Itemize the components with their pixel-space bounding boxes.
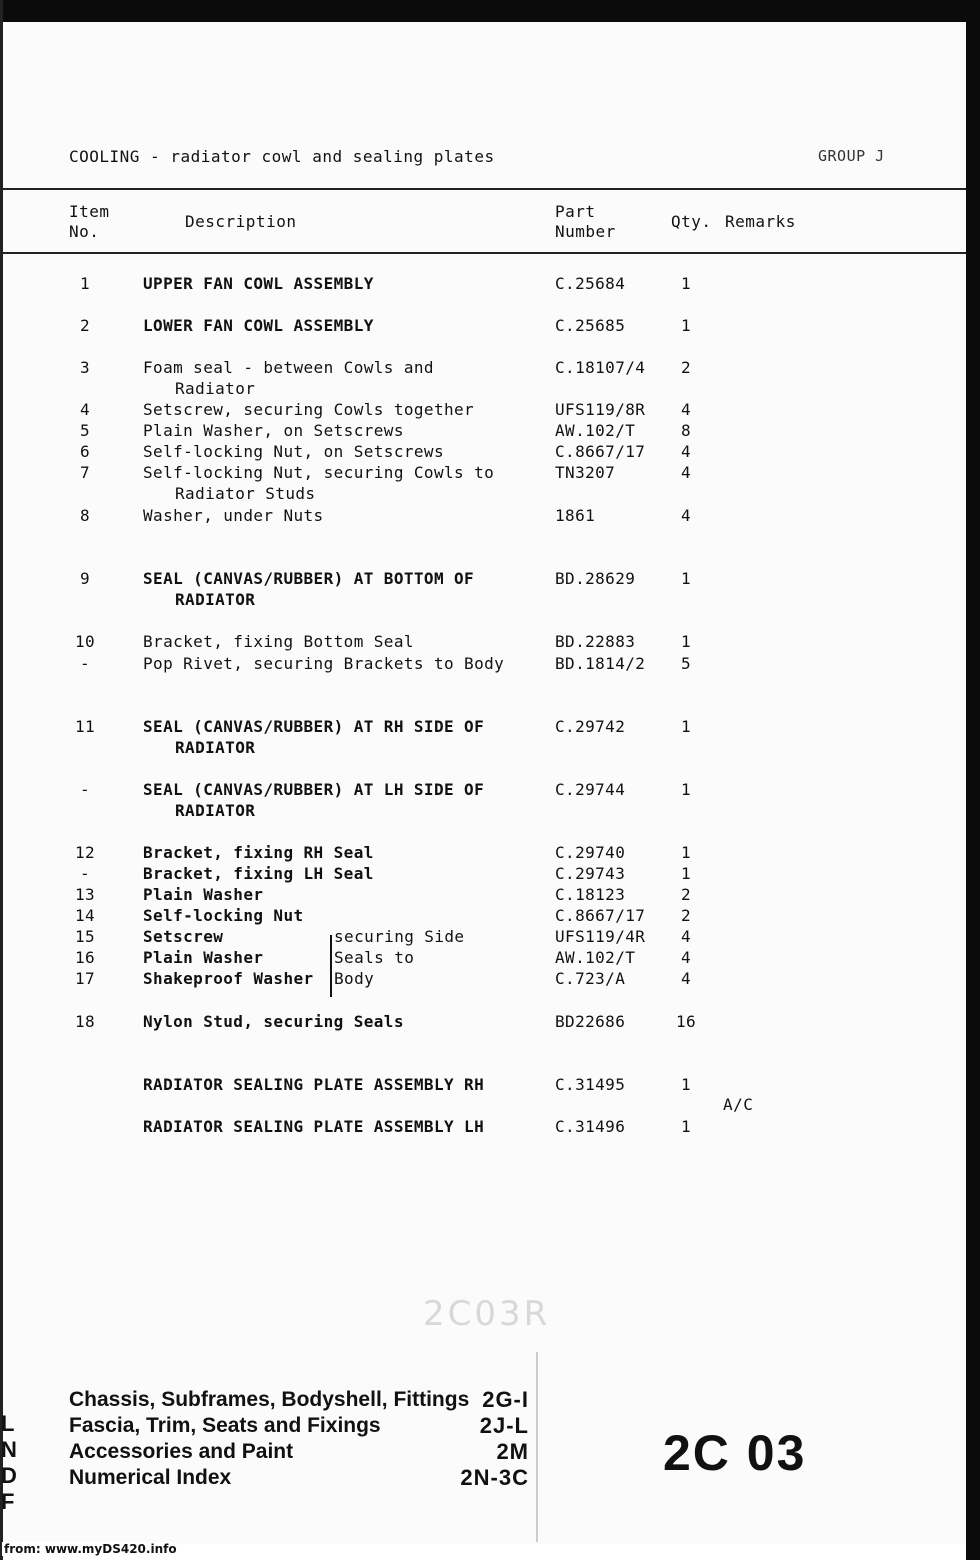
index-code: 2J-L — [479, 1413, 529, 1438]
quantity: 1 — [680, 864, 692, 883]
description: Foam seal - between Cowls and — [143, 358, 434, 377]
description: Bracket, fixing LH Seal — [143, 864, 374, 883]
quantity: 5 — [680, 654, 692, 673]
quantity: 1 — [680, 569, 692, 588]
description: Washer, under Nuts — [143, 506, 324, 525]
catalogue-page — [3, 22, 966, 1544]
description-continued: Radiator — [175, 379, 256, 398]
item-no: 5 — [79, 421, 91, 440]
quantity: 1 — [680, 717, 692, 736]
description: Self-locking Nut, securing Cowls to — [143, 463, 495, 482]
column-header-qty: Qty. — [671, 212, 712, 231]
quantity: 1 — [680, 1075, 692, 1094]
section-index — [3, 1352, 538, 1542]
quantity: 8 — [680, 421, 692, 440]
description-continued: RADIATOR — [175, 801, 256, 820]
part-number: C.29744 — [555, 780, 626, 799]
side-tab-letter: N — [1, 1437, 17, 1462]
description: Pop Rivet, securing Brackets to Body — [143, 654, 505, 673]
quantity: 16 — [675, 1012, 697, 1031]
bracket-note-line: Seals to — [334, 948, 415, 967]
part-number: BD.28629 — [555, 569, 636, 588]
part-number: AW.102/T — [555, 948, 636, 967]
description: Bracket, fixing Bottom Seal — [143, 632, 414, 651]
item-no: 11 — [74, 717, 96, 736]
item-no: 9 — [79, 569, 91, 588]
description: LOWER FAN COWL ASSEMBLY — [143, 316, 374, 335]
bracket-note-line: securing Side — [334, 927, 465, 946]
grouping-bracket — [330, 935, 332, 997]
description: UPPER FAN COWL ASSEMBLY — [143, 274, 374, 293]
page-title: COOLING - radiator cowl and sealing plates — [69, 147, 495, 166]
description: Plain Washer — [143, 885, 264, 904]
description-continued: Radiator Studs — [175, 484, 316, 503]
item-no: 15 — [74, 927, 96, 946]
description: Shakeproof Washer — [143, 969, 314, 988]
index-label: Accessories and Paint — [69, 1440, 294, 1463]
quantity: 2 — [680, 885, 692, 904]
fiche-code: 2C 03 — [663, 1425, 807, 1481]
item-no: - — [79, 780, 91, 799]
remark-ac: A/C — [723, 1095, 754, 1114]
side-tab-letter: F — [1, 1489, 15, 1514]
item-no: 3 — [79, 358, 91, 377]
description-continued: RADIATOR — [175, 590, 256, 609]
source-watermark: from: www.myDS420.info — [4, 1542, 177, 1556]
part-number: C.18123 — [555, 885, 626, 904]
part-number: UFS119/4R — [555, 927, 646, 946]
item-no: 7 — [79, 463, 91, 482]
item-no: 6 — [79, 442, 91, 461]
part-number: BD22686 — [555, 1012, 626, 1031]
group-label: GROUP J — [818, 147, 885, 165]
side-tab-letter: L — [1, 1411, 15, 1436]
bracket-note-line: Body — [334, 969, 375, 988]
description: RADIATOR SEALING PLATE ASSEMBLY LH — [143, 1117, 485, 1136]
index-code: 2N-3C — [460, 1465, 529, 1490]
quantity: 4 — [680, 927, 692, 946]
column-header-description: Description — [185, 212, 297, 231]
quantity: 4 — [680, 948, 692, 967]
column-header-part-number: Part Number — [555, 202, 616, 241]
index-label: Numerical Index — [69, 1466, 232, 1489]
index-label: Fascia, Trim, Seats and Fixings — [69, 1414, 381, 1437]
quantity: 4 — [680, 442, 692, 461]
quantity: 4 — [680, 969, 692, 988]
part-number: BD.1814/2 — [555, 654, 646, 673]
part-number: C.25685 — [555, 316, 626, 335]
quantity: 2 — [680, 358, 692, 377]
quantity: 1 — [680, 632, 692, 651]
item-no: 12 — [74, 843, 96, 862]
part-number: UFS119/8R — [555, 400, 646, 419]
column-header-item: Item No. — [69, 202, 110, 241]
part-number: C.18107/4 — [555, 358, 646, 377]
description: Bracket, fixing RH Seal — [143, 843, 374, 862]
description: Setscrew, securing Cowls together — [143, 400, 475, 419]
part-number: C.31496 — [555, 1117, 626, 1136]
quantity: 4 — [680, 463, 692, 482]
description: Plain Washer, on Setscrews — [143, 421, 404, 440]
item-no: 4 — [79, 400, 91, 419]
quantity: 1 — [680, 274, 692, 293]
part-number: AW.102/T — [555, 421, 636, 440]
header-rule-bottom — [3, 252, 966, 254]
description: Plain Washer — [143, 948, 264, 967]
part-number: TN3207 — [555, 463, 616, 482]
part-number: C.29740 — [555, 843, 626, 862]
side-tab-letter: D — [1, 1463, 17, 1488]
item-no: 13 — [74, 885, 96, 904]
part-number: C.31495 — [555, 1075, 626, 1094]
quantity: 1 — [680, 1117, 692, 1136]
part-number: C.8667/17 — [555, 442, 646, 461]
index-code: 2M — [496, 1439, 529, 1464]
description: Nylon Stud, securing Seals — [143, 1012, 404, 1031]
item-no: - — [79, 864, 91, 883]
description: SEAL (CANVAS/RUBBER) AT RH SIDE OF — [143, 717, 485, 736]
item-no: 18 — [74, 1012, 96, 1031]
description: Self-locking Nut — [143, 906, 304, 925]
scan-right-border — [966, 0, 980, 1560]
index-label: Chassis, Subframes, Bodyshell, Fittings — [69, 1388, 470, 1411]
item-no: 1 — [79, 274, 91, 293]
quantity: 2 — [680, 906, 692, 925]
part-number: C.723/A — [555, 969, 626, 988]
item-no: 8 — [79, 506, 91, 525]
part-number: BD.22883 — [555, 632, 636, 651]
header-rule-top — [3, 188, 966, 190]
item-no: 14 — [74, 906, 96, 925]
quantity: 4 — [680, 400, 692, 419]
item-no: 16 — [74, 948, 96, 967]
description-continued: RADIATOR — [175, 738, 256, 757]
item-no: 17 — [74, 969, 96, 988]
index-code: 2G-I — [482, 1387, 529, 1412]
description: Self-locking Nut, on Setscrews — [143, 442, 444, 461]
part-number: C.8667/17 — [555, 906, 646, 925]
quantity: 4 — [680, 506, 692, 525]
description: Setscrew — [143, 927, 224, 946]
part-number: C.29742 — [555, 717, 626, 736]
quantity: 1 — [680, 316, 692, 335]
item-no: 2 — [79, 316, 91, 335]
part-number: 1861 — [555, 506, 596, 525]
quantity: 1 — [680, 780, 692, 799]
part-number: C.25684 — [555, 274, 626, 293]
description: RADIATOR SEALING PLATE ASSEMBLY RH — [143, 1075, 485, 1094]
quantity: 1 — [680, 843, 692, 862]
description: SEAL (CANVAS/RUBBER) AT BOTTOM OF — [143, 569, 475, 588]
item-no: - — [79, 654, 91, 673]
scan-top-border — [0, 0, 980, 22]
part-number: C.29743 — [555, 864, 626, 883]
column-header-remarks: Remarks — [725, 212, 796, 231]
faint-stamp: 2C03R — [423, 1294, 551, 1334]
description: SEAL (CANVAS/RUBBER) AT LH SIDE OF — [143, 780, 485, 799]
item-no: 10 — [74, 632, 96, 651]
